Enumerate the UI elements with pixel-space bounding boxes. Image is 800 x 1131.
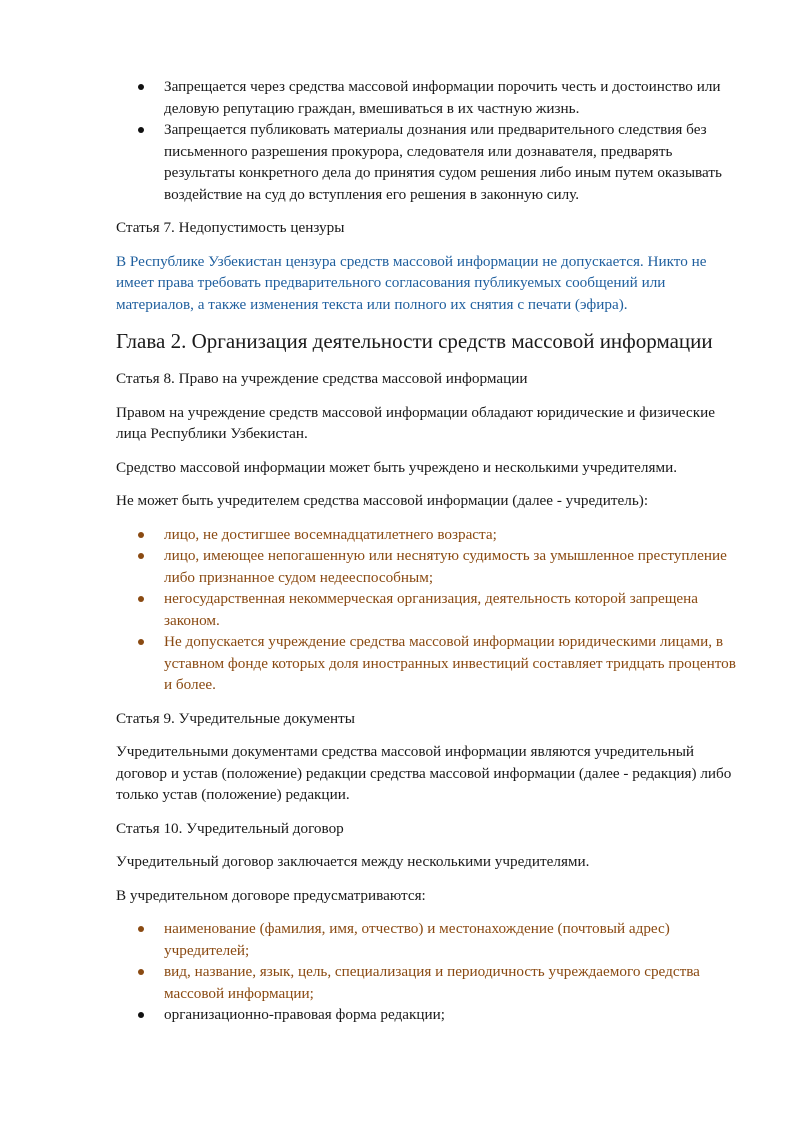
document-page: [116, 76, 746, 1026]
list-item: лицо, не достигшее восемнадцатилетнего возраста;: [116, 524, 746, 546]
list-item: Запрещается через средства массовой информации порочить честь и достоинство или деловую репутацию граждан, вмешиваться в их частную жизнь.: [116, 76, 746, 119]
article-8-paragraph-2: Средство массовой информации может быть учреждено и несколькими учредителями.: [116, 458, 678, 476]
founder-restrictions-list: [116, 524, 746, 696]
contract-provisions-list-continued: [116, 1004, 746, 1026]
article-10-title: Статья 10. Учредительный договор: [116, 819, 344, 837]
prohibitions-list: [116, 76, 746, 205]
list-item: лицо, имеющее непогашенную или неснятую судимость за умышленное преступление либо признанное судом недееспособным;: [116, 545, 746, 588]
contract-provisions-list: [116, 918, 746, 1004]
article-10-paragraph-1: Учредительный договор заключается между несколькими учредителями.: [116, 853, 590, 870]
bullet-icon: [138, 553, 144, 559]
article-8-paragraph-1: Правом на учреждение средств массовой информации обладают юридические и физические лица Республики Узбекистан.: [116, 403, 715, 442]
bullet-icon: [138, 969, 144, 975]
article-7-title: Статья 7. Недопустимость цензуры: [116, 219, 345, 236]
article-9-text: Учредительными документами средства массовой информации являются учредительный договор и устав (положение) редакции средства массовой информации (далее - редакция) либо только устав (положение) редакции.: [116, 743, 732, 803]
bullet-icon: [138, 596, 144, 602]
bullet-icon: [138, 926, 144, 932]
article-8-paragraph-3: Не может быть учредителем средства массовой информации (далее - учредитель):: [116, 492, 649, 509]
article-8-title: Статья 8. Право на учреждение средства массовой информации: [116, 370, 528, 387]
bullet-icon: [138, 84, 144, 90]
list-item: Не допускается учреждение средства массовой информации юридическими лицами, в уставном фонде которых доля иностранных инвестиций составляет тридцать процентов и более.: [116, 631, 746, 696]
bullet-icon: [138, 127, 144, 133]
list-item: Запрещается публиковать материалы дознания или предварительного следствия без письменного разрешения прокурора, следователя или дознавателя, предварять результаты конкретного дела до принятия судом решения либо иным путем оказывать воздействие на суд до вступления его решения в законную силу.: [116, 119, 746, 205]
list-item: организационно-правовая форма редакции;: [116, 1004, 746, 1026]
list-item: негосударственная некоммерческая организация, деятельность которой запрещена законом.: [116, 588, 746, 631]
bullet-icon: [138, 1012, 144, 1018]
article-7-text: В Республике Узбекистан цензура средств массовой информации не допускается. Никто не имеет права требовать предварительного согласования публикуемых сообщений или материалов, а также изменения текста или полного их снятия с печати (эфира).: [116, 252, 707, 313]
list-item: наименование (фамилия, имя, отчество) и местонахождение (почтовый адрес) учредителей;: [116, 918, 746, 961]
bullet-icon: [138, 639, 144, 645]
bullet-icon: [138, 532, 144, 538]
chapter-2-heading: Глава 2. Организация деятельности средств массовой информации: [116, 329, 713, 353]
article-9-title: Статья 9. Учредительные документы: [116, 709, 355, 727]
article-10-paragraph-2: В учредительном договоре предусматриваются:: [116, 886, 426, 904]
list-item: вид, название, язык, цель, специализация и периодичность учреждаемого средства массовой информации;: [116, 961, 746, 1004]
